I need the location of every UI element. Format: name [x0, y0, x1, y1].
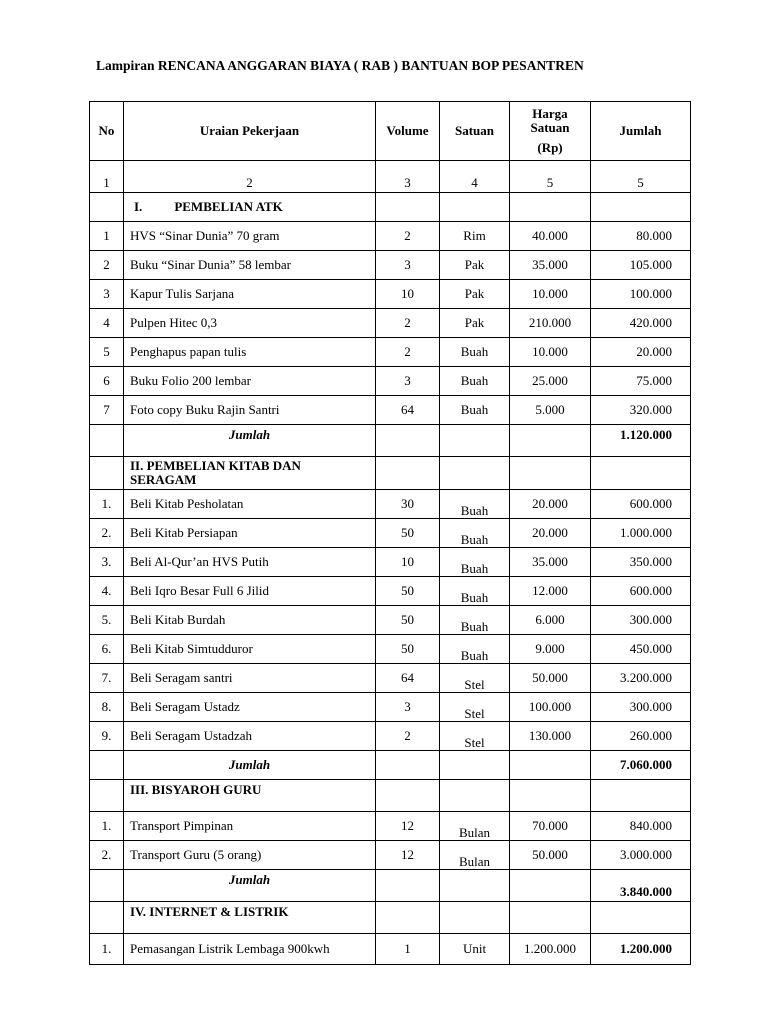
row-uraian: Buku Folio 200 lembar [124, 367, 376, 396]
section-title: III. BISYAROH GURU [124, 780, 376, 812]
row-uraian: Kapur Tulis Sarjana [124, 280, 376, 309]
table-row [90, 635, 691, 664]
column-number: 2 [124, 161, 376, 193]
section-header-row [90, 780, 691, 812]
row-no: 5 [90, 338, 124, 367]
row-jumlah: 840.000 [591, 812, 691, 841]
row-volume: 64 [376, 664, 440, 693]
section-header-row [90, 457, 691, 490]
row-no: 6 [90, 367, 124, 396]
row-jumlah: 80.000 [591, 222, 691, 251]
row-no: 7. [90, 664, 124, 693]
column-number: 3 [376, 161, 440, 193]
row-volume: 3 [376, 367, 440, 396]
row-satuan: Rim [440, 222, 510, 251]
table-row [90, 693, 691, 722]
row-no: 9. [90, 722, 124, 751]
row-uraian: Transport Guru (5 orang) [124, 841, 376, 870]
row-volume: 2 [376, 309, 440, 338]
row-harga: 25.000 [510, 367, 591, 396]
table-row [90, 934, 691, 965]
row-harga: 10.000 [510, 338, 591, 367]
row-jumlah: 3.200.000 [591, 664, 691, 693]
column-number: 1 [90, 161, 124, 193]
column-number: 4 [440, 161, 510, 193]
row-volume: 12 [376, 841, 440, 870]
table-header-row [90, 102, 691, 161]
row-harga: 50.000 [510, 664, 591, 693]
column-number: 5 [591, 161, 691, 193]
row-harga: 35.000 [510, 251, 591, 280]
table-row [90, 222, 691, 251]
table-row [90, 722, 691, 751]
row-volume: 1 [376, 934, 440, 965]
row-uraian: Beli Seragam Ustadzah [124, 722, 376, 751]
row-no: 4 [90, 309, 124, 338]
row-volume: 10 [376, 280, 440, 309]
table-row [90, 664, 691, 693]
table-row [90, 338, 691, 367]
row-harga: 1.200.000 [510, 934, 591, 965]
row-uraian: Beli Seragam Ustadz [124, 693, 376, 722]
row-no: 7 [90, 396, 124, 425]
row-harga: 5.000 [510, 396, 591, 425]
total-row [90, 425, 691, 457]
row-jumlah: 320.000 [591, 396, 691, 425]
row-satuan: Pak [440, 280, 510, 309]
table-row [90, 309, 691, 338]
table-row [90, 490, 691, 519]
row-jumlah: 20.000 [591, 338, 691, 367]
row-satuan: Buah [440, 396, 510, 425]
row-volume: 50 [376, 519, 440, 548]
row-volume: 2 [376, 722, 440, 751]
row-satuan: Stel [440, 693, 510, 722]
row-uraian: Beli Al-Qur’an HVS Putih [124, 548, 376, 577]
row-harga: 50.000 [510, 841, 591, 870]
total-row [90, 870, 691, 902]
row-satuan: Stel [440, 722, 510, 751]
row-satuan: Buah [440, 519, 510, 548]
total-value: 1.120.000 [591, 425, 691, 457]
row-harga: 40.000 [510, 222, 591, 251]
row-jumlah: 100.000 [591, 280, 691, 309]
table-row [90, 548, 691, 577]
row-uraian: Foto copy Buku Rajin Santri [124, 396, 376, 425]
row-harga: 35.000 [510, 548, 591, 577]
total-label: Jumlah [124, 751, 376, 780]
header-jumlah: Jumlah [591, 102, 691, 161]
row-jumlah: 420.000 [591, 309, 691, 338]
row-volume: 2 [376, 338, 440, 367]
row-satuan: Buah [440, 367, 510, 396]
row-volume: 50 [376, 635, 440, 664]
row-harga: 100.000 [510, 693, 591, 722]
row-harga: 210.000 [510, 309, 591, 338]
row-uraian: Transport Pimpinan [124, 812, 376, 841]
table-row [90, 251, 691, 280]
row-uraian: Beli Kitab Simtudduror [124, 635, 376, 664]
total-value: 7.060.000 [591, 751, 691, 780]
row-jumlah: 75.000 [591, 367, 691, 396]
row-no: 3 [90, 280, 124, 309]
row-volume: 3 [376, 251, 440, 280]
page-title: Lampiran RENCANA ANGGARAN BIAYA ( RAB ) BANTUAN BOP PESANTREN [96, 58, 584, 73]
header-uraian: Uraian Pekerjaan [124, 102, 376, 161]
header-no: No [90, 102, 124, 161]
row-no: 1. [90, 934, 124, 965]
row-harga: 12.000 [510, 577, 591, 606]
column-number-row [90, 161, 691, 193]
table-row [90, 519, 691, 548]
row-jumlah: 3.000.000 [591, 841, 691, 870]
row-harga: 130.000 [510, 722, 591, 751]
row-satuan: Bulan [440, 841, 510, 870]
table-row [90, 280, 691, 309]
row-no: 2. [90, 841, 124, 870]
section-title: IV. INTERNET & LISTRIK [124, 902, 376, 934]
section-header-row [90, 902, 691, 934]
row-uraian: Buku “Sinar Dunia” 58 lembar [124, 251, 376, 280]
row-satuan: Bulan [440, 812, 510, 841]
row-jumlah: 260.000 [591, 722, 691, 751]
table-row [90, 577, 691, 606]
rab-table [89, 101, 691, 965]
total-row [90, 751, 691, 780]
row-uraian: Pulpen Hitec 0,3 [124, 309, 376, 338]
row-uraian: Pemasangan Listrik Lembaga 900kwh [124, 934, 376, 965]
row-volume: 30 [376, 490, 440, 519]
row-uraian: Beli Seragam santri [124, 664, 376, 693]
row-no: 4. [90, 577, 124, 606]
table-row [90, 396, 691, 425]
row-no: 1. [90, 812, 124, 841]
row-no: 6. [90, 635, 124, 664]
table-row [90, 841, 691, 870]
row-no: 8. [90, 693, 124, 722]
row-uraian: Beli Kitab Persiapan [124, 519, 376, 548]
row-satuan: Buah [440, 548, 510, 577]
row-satuan: Buah [440, 577, 510, 606]
row-no: 2 [90, 251, 124, 280]
row-satuan: Buah [440, 338, 510, 367]
header-volume: Volume [376, 102, 440, 161]
row-satuan: Unit [440, 934, 510, 965]
table-row [90, 606, 691, 635]
row-uraian: Beli Iqro Besar Full 6 Jilid [124, 577, 376, 606]
total-value: 3.840.000 [591, 870, 691, 902]
row-volume: 50 [376, 606, 440, 635]
row-satuan: Stel [440, 664, 510, 693]
row-volume: 12 [376, 812, 440, 841]
row-jumlah: 350.000 [591, 548, 691, 577]
row-no: 5. [90, 606, 124, 635]
row-jumlah: 1.200.000 [591, 934, 691, 965]
header-satuan: Satuan [440, 102, 510, 161]
row-jumlah: 300.000 [591, 606, 691, 635]
row-satuan: Buah [440, 606, 510, 635]
row-no: 3. [90, 548, 124, 577]
total-label: Jumlah [124, 870, 376, 902]
row-satuan: Pak [440, 251, 510, 280]
row-jumlah: 300.000 [591, 693, 691, 722]
row-volume: 3 [376, 693, 440, 722]
table-row [90, 367, 691, 396]
table-row [90, 812, 691, 841]
row-volume: 64 [376, 396, 440, 425]
header-harga: Harga Satuan (Rp) [510, 102, 591, 161]
row-harga: 10.000 [510, 280, 591, 309]
row-satuan: Pak [440, 309, 510, 338]
row-volume: 10 [376, 548, 440, 577]
section-title: I. PEMBELIAN ATK [124, 193, 376, 222]
row-jumlah: 450.000 [591, 635, 691, 664]
row-harga: 20.000 [510, 519, 591, 548]
row-volume: 2 [376, 222, 440, 251]
total-label: Jumlah [124, 425, 376, 457]
row-harga: 9.000 [510, 635, 591, 664]
row-uraian: Penghapus papan tulis [124, 338, 376, 367]
row-no: 1 [90, 222, 124, 251]
row-jumlah: 600.000 [591, 577, 691, 606]
row-uraian: Beli Kitab Pesholatan [124, 490, 376, 519]
row-no: 1. [90, 490, 124, 519]
section-header-row [90, 193, 691, 222]
row-harga: 20.000 [510, 490, 591, 519]
row-uraian: HVS “Sinar Dunia” 70 gram [124, 222, 376, 251]
row-no: 2. [90, 519, 124, 548]
row-harga: 6.000 [510, 606, 591, 635]
row-uraian: Beli Kitab Burdah [124, 606, 376, 635]
section-title: II. PEMBELIAN KITAB DAN SERAGAM [124, 457, 376, 490]
row-jumlah: 105.000 [591, 251, 691, 280]
row-satuan: Buah [440, 635, 510, 664]
row-harga: 70.000 [510, 812, 591, 841]
row-satuan: Buah [440, 490, 510, 519]
row-jumlah: 600.000 [591, 490, 691, 519]
column-number: 5 [510, 161, 591, 193]
row-volume: 50 [376, 577, 440, 606]
row-jumlah: 1.000.000 [591, 519, 691, 548]
